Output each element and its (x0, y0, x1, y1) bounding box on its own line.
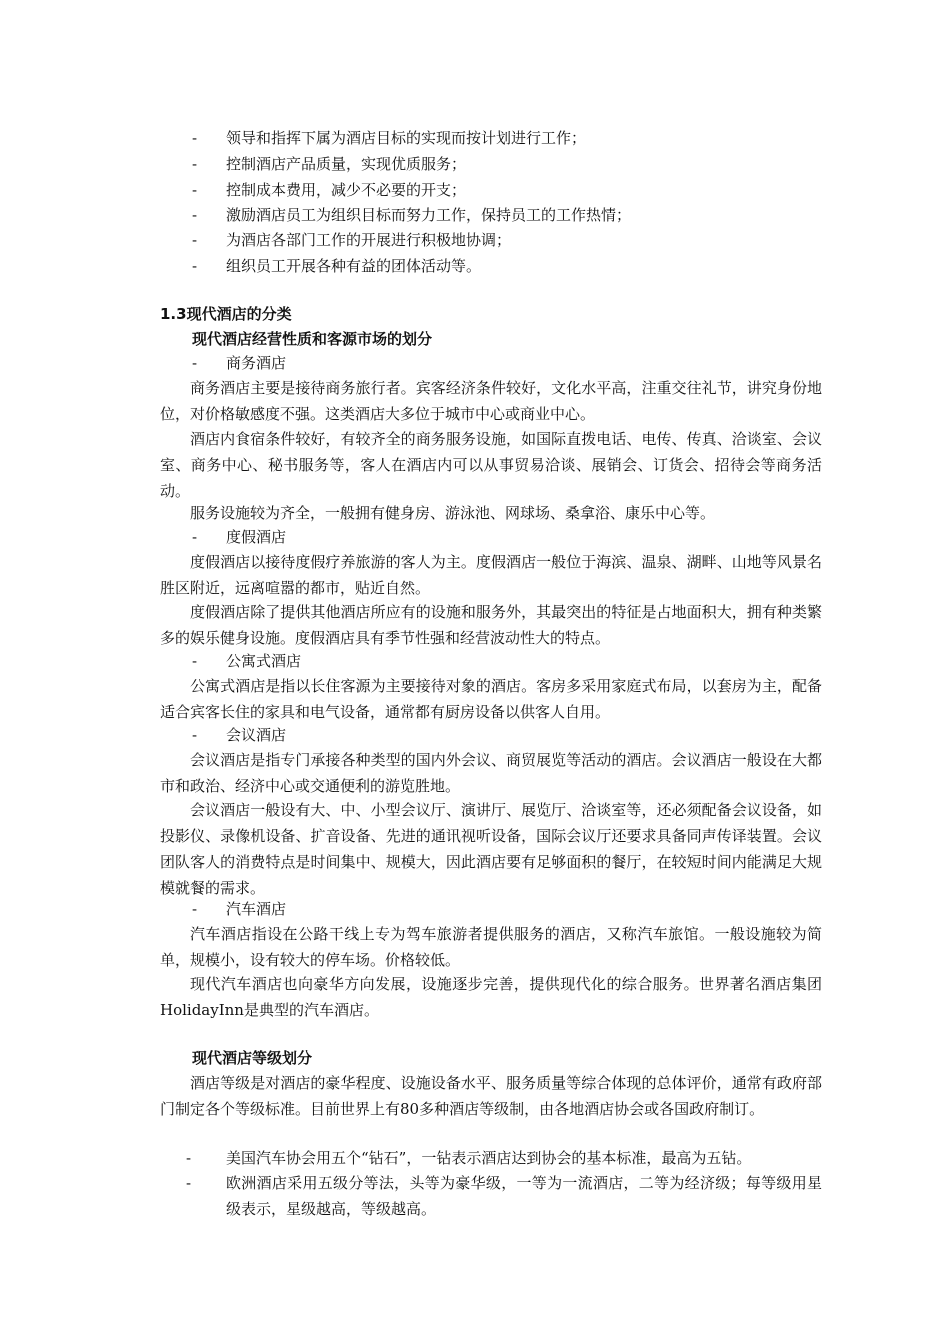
bullet-dash: - (192, 726, 198, 744)
paragraph: 现代汽车酒店也向豪华方向发展，设施逐步完善，提供现代化的综合服务。世界著名酒店集团HolidayInn是典型的汽车酒店。 (160, 975, 822, 1019)
list-item (186, 1145, 822, 1171)
hotel-type-item (160, 897, 830, 921)
hotel-type-name: 商务酒店 (226, 354, 287, 372)
bullet-dash: - (192, 155, 198, 173)
bullet-dash: - (192, 206, 198, 224)
bullet-dash: - (192, 257, 198, 275)
paragraph: 商务酒店主要是接待商务旅行者。宾客经济条件较好，文化水平高，注重交往礼节，讲究身份地位，对价格敏感度不强。这类酒店大多位于城市中心或商业中心。 (160, 379, 822, 423)
paragraph: 酒店内食宿条件较好，有较齐全的商务服务设施，如国际直拨电话、电传、传真、洽谈室、会议室、商务中心、秘书服务等，客人在酒店内可以从事贸易洽谈、展销会、订货会、招待会等商务活动。 (160, 430, 822, 500)
list-item-text: 为酒店各部门工作的开展进行积极地协调； (226, 231, 512, 249)
hotel-type-name: 公寓式酒店 (226, 652, 302, 670)
hotel-type-item (160, 649, 830, 673)
bullet-dash: - (192, 181, 198, 199)
list-item (160, 178, 830, 202)
paragraph: 服务设施较为齐全，一般拥有健身房、游泳池、网球场、桑拿浴、康乐中心等。 (190, 504, 716, 522)
bullet-dash: - (192, 129, 198, 147)
bullet-dash: - (186, 1149, 192, 1167)
bullet-dash: - (192, 231, 198, 249)
hotel-type-name: 汽车酒店 (226, 900, 287, 918)
hotel-type-item (160, 525, 830, 549)
list-item-text: 组织员工开展各种有益的团体活动等。 (226, 257, 482, 275)
list-item-text: 领导和指挥下属为酒店目标的实现而按计划进行工作； (226, 129, 587, 147)
section-title: 1.3现代酒店的分类 (160, 305, 292, 323)
paragraph: 酒店等级是对酒店的豪华程度、设施设备水平、服务质量等综合体现的总体评价，通常有政府部门制定各个等级标准。目前世界上有80多种酒店等级制，由各地酒店协会或各国政府制订。 (160, 1074, 822, 1118)
list-item (160, 152, 830, 176)
list-item (160, 203, 830, 227)
bullet-dash: - (186, 1174, 192, 1192)
list-item-text: 控制成本费用，减少不必要的开支； (226, 181, 467, 199)
subsection-title: 现代酒店等级划分 (192, 1049, 313, 1067)
list-item-text: 欧洲酒店采用五级分等法，头等为豪华级，一等为一流酒店，二等为经济级；每等级用星级表示，星级越高，等级越高。 (226, 1174, 822, 1218)
paragraph: 公寓式酒店是指以长住客源为主要接待对象的酒店。客房多采用家庭式布局，以套房为主，配备适合宾客长住的家具和电气设备，通常都有厨房设备以供客人自用。 (160, 677, 822, 721)
paragraph: 汽车酒店指设在公路干线上专为驾车旅游者提供服务的酒店，又称汽车旅馆。一般设施较为简单，规模小，设有较大的停车场。价格较低。 (160, 925, 822, 969)
hotel-type-name: 会议酒店 (226, 726, 287, 744)
list-item-text: 控制酒店产品质量，实现优质服务； (226, 155, 467, 173)
subsection-title: 现代酒店经营性质和客源市场的划分 (192, 330, 433, 348)
hotel-type-item (160, 723, 830, 747)
list-item-text: 激励酒店员工为组织目标而努力工作，保持员工的工作热情； (226, 206, 632, 224)
bullet-dash: - (192, 900, 198, 918)
paragraph: 度假酒店以接待度假疗养旅游的客人为主。度假酒店一般位于海滨、温泉、湖畔、山地等风景名胜区附近，远离喧嚣的都市，贴近自然。 (160, 553, 822, 597)
bullet-dash: - (192, 528, 198, 546)
paragraph: 会议酒店是指专门承接各种类型的国内外会议、商贸展览等活动的酒店。会议酒店一般设在大都市和政治、经济中心或交通便利的游览胜地。 (160, 751, 822, 795)
list-item (160, 254, 830, 278)
hotel-type-item (160, 351, 830, 375)
list-item (160, 126, 830, 150)
bullet-dash: - (192, 652, 198, 670)
bullet-dash: - (192, 354, 198, 372)
list-item (160, 228, 830, 252)
paragraph: 度假酒店除了提供其他酒店所应有的设施和服务外，其最突出的特征是占地面积大，拥有种类繁多的娱乐健身设施。度假酒店具有季节性强和经营波动性大的特点。 (160, 603, 822, 647)
list-item (186, 1170, 822, 1222)
list-item-text: 美国汽车协会用五个“钻石”，一钻表示酒店达到协会的基本标准，最高为五钻。 (226, 1149, 752, 1167)
paragraph: 会议酒店一般设有大、中、小型会议厅、演讲厅、展览厅、洽谈室等，还必须配备会议设备，如投影仪、录像机设备、扩音设备、先进的通讯视听设备，国际会议厅还要求具备同声传译装置。会议团队客人的消费特点是时间集中、规模大，因此酒店要有足够面积的餐厅，在较短时间内能满足大规模就餐的需求。 (160, 801, 822, 897)
hotel-type-name: 度假酒店 (226, 528, 287, 546)
